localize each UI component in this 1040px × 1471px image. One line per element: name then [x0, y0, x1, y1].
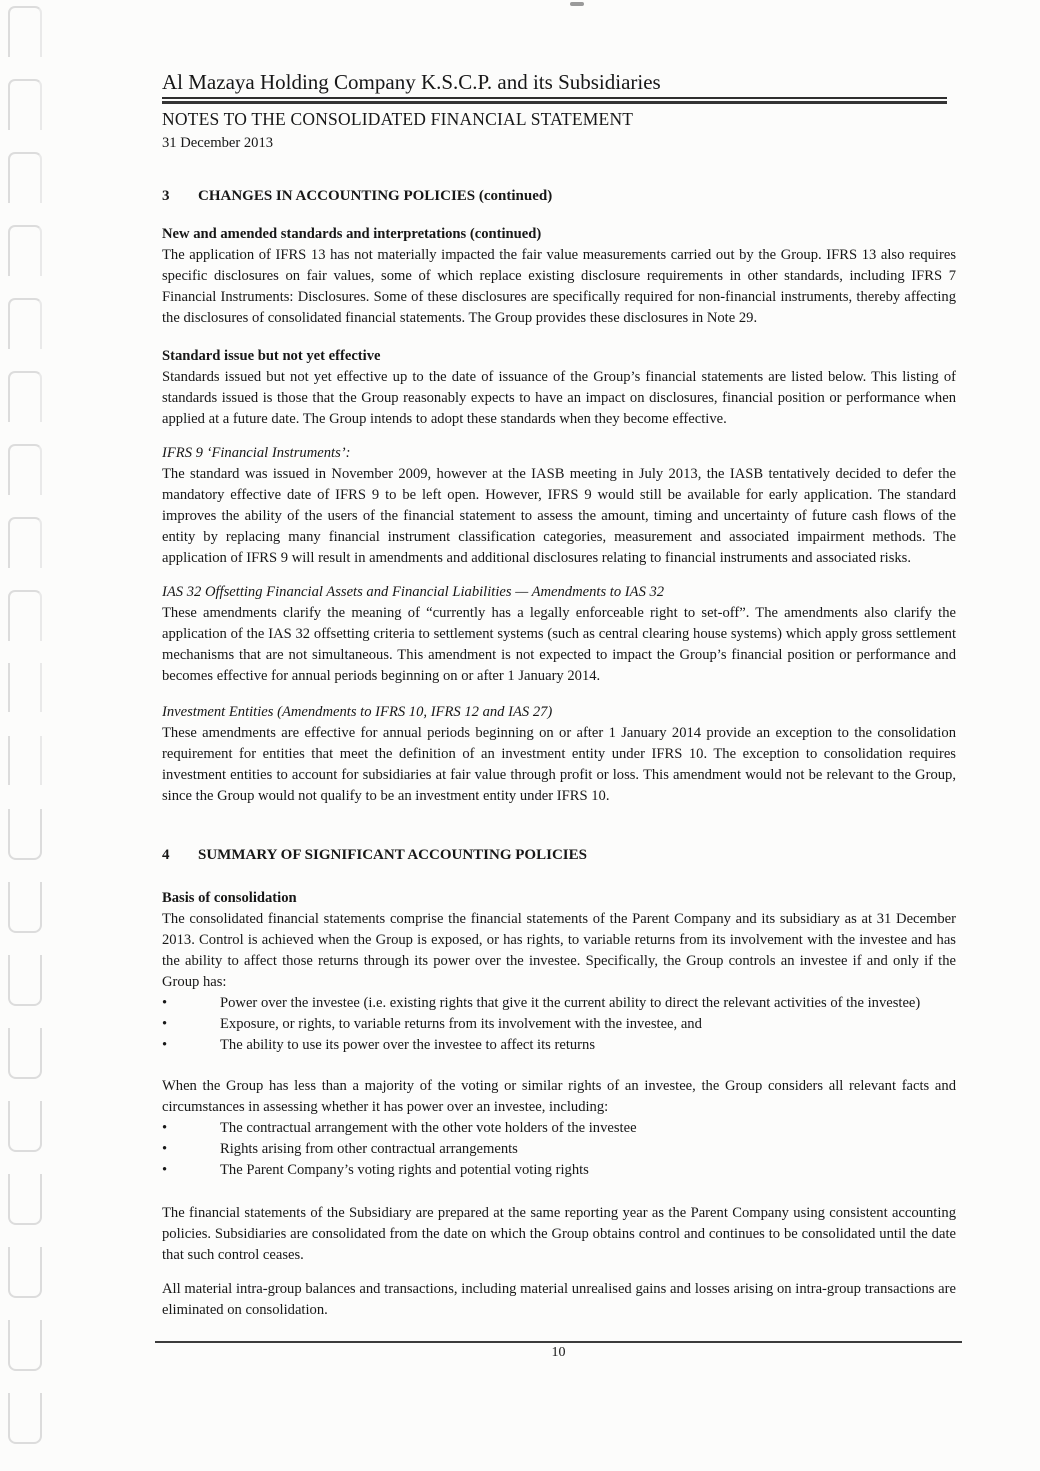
binding-mark [8, 1101, 42, 1152]
paragraph: The financial statements of the Subsidiary are prepared at the same reporting year as the Parent Company using consistent accounting policies. Subsidiaries are consolidated from the date on which the Group obtains control and continues to be consolidated until the date that such control ceases. [162, 1205, 956, 1263]
binding-mark [8, 1174, 42, 1225]
paragraph: The consolidated financial statements comprise the financial statements of the Parent Company and its subsidiary as at 31 December 2013. Control is achieved when the Group is exposed, or has rights, to variable returns from its involvement with the investee and has the ability to affect those returns through its power over the investee. Specifically, the Group controls an investee if and only if the Group has: [162, 911, 956, 990]
list-item [162, 1139, 956, 1160]
subsection-new-amended [162, 224, 956, 329]
binding-mark [8, 152, 42, 203]
binding-mark [8, 79, 42, 130]
subsection-intragroup [162, 1279, 956, 1321]
list-item-text: The ability to use its power over the investee to affect its returns [220, 1037, 596, 1053]
list-item-text: Exposure, or rights, to variable returns from its involvement with the investee, and [220, 1016, 702, 1032]
subsection-heading: IAS 32 Offsetting Financial Assets and Financial Liabilities — Amendments to IAS 32 [162, 584, 665, 600]
subsection-subsidiary-statements [162, 1203, 956, 1266]
list-item-text: The Parent Company’s voting rights and potential voting rights [220, 1162, 589, 1178]
section-title: SUMMARY OF SIGNIFICANT ACCOUNTING POLICIES [198, 847, 587, 863]
paragraph: These amendments are effective for annual periods beginning on or after 1 January 2014 provide an exception to the consolidation requirement for entities that meet the definition of an investment entity under IFRS 10. The exception to consolidation requires investment entities to account for subsidiaries at fair value through profit or loss. This amendment would not be relevant to the Group, since the Group would not qualify to be an investment entity under IFRS 10. [162, 725, 956, 804]
paragraph: The application of IFRS 13 has not materially impacted the fair value measurements carried out by the Group. IFRS 13 also requires specific disclosures on fair values, some of which replace existing disclosure requirements in other standards, including IFRS 7 Financial Instruments: Disclosures. Some of these disclosures are specifically required for non-financial instruments, thereby affecting the disclosures of consolidated financial statements. The Group provides these disclosures in Note 29. [162, 247, 956, 326]
document-title: NOTES TO THE CONSOLIDATED FINANCIAL STATEMENT [162, 109, 634, 129]
binding-mark [8, 444, 42, 495]
subsection-heading: Standard issue but not yet effective [162, 348, 381, 364]
bullet-marker: • [162, 1120, 168, 1136]
paragraph: Standards issued but not yet effective up to the date of issuance of the Group’s financial statements are listed below. This listing of standards issued is those that the Group reasonably expects to have an impact on disclosures, financial position or performance when applied at a future date. The Group intends to adopt these standards when they become effective. [162, 369, 956, 427]
paragraph: The standard was issued in November 2009, however at the IASB meeting in July 2013, the IASB tentatively decided to defer the mandatory effective date of IFRS 9 to be left open. However, IFRS 9 would still be available for early application. The standard improves the ability of the users of the financial statement to assess the amount, timing and uncertainty of future cash flows of the entity by replacing many financial instrument classification categories, measurement and associated impairment methods. The application of IFRS 9 will result in amendments and additional disclosures relating to financial instruments and associated risks. [162, 466, 956, 566]
subsection-investment-entities [162, 702, 956, 807]
list-item [162, 1118, 956, 1139]
binding-mark [8, 1247, 42, 1298]
bullet-marker: • [162, 1162, 168, 1178]
binding-mark [8, 6, 42, 57]
document-date: 31 December 2013 [162, 135, 274, 151]
binding-mark [8, 225, 42, 276]
binding-mark [8, 809, 42, 860]
binding-mark [8, 1393, 42, 1444]
subsection-ifrs9 [162, 443, 956, 569]
list-item [162, 1160, 956, 1181]
paragraph: When the Group has less than a majority of the voting or similar rights of an investee, the Group considers all relevant facts and circumstances in assessing whether it has power over an investee, including: [162, 1078, 956, 1115]
document-header [162, 0, 956, 153]
bullet-marker: • [162, 995, 168, 1011]
binding-mark [8, 590, 42, 641]
list-item [162, 1014, 956, 1035]
subsection-heading: Investment Entities (Amendments to IFRS 10, IFRS 12 and IAS 27) [162, 704, 553, 720]
section-4 [162, 845, 956, 1321]
section-title: CHANGES IN ACCOUNTING POLICIES (continued) [198, 188, 553, 204]
binding-mark [8, 298, 42, 349]
section-3 [162, 186, 956, 807]
page-number: 10 [551, 1345, 566, 1360]
subsection-heading: IFRS 9 ‘Financial Instruments’: [162, 445, 351, 461]
binding-mark [8, 1320, 42, 1371]
section-4-heading [162, 845, 956, 866]
page-footer [155, 1341, 962, 1362]
subsection-heading: Basis of consolidation [162, 890, 297, 906]
bullet-marker: • [162, 1141, 168, 1157]
voting-bullet-list [162, 1118, 956, 1181]
list-item-text: Rights arising from other contractual arrangements [220, 1141, 518, 1157]
binding-mark [8, 371, 42, 422]
section-number: 4 [162, 847, 170, 863]
binding-mark [8, 882, 42, 933]
subsection-heading: New and amended standards and interpretations (continued) [162, 226, 542, 242]
list-item-text: Power over the investee (i.e. existing rights that give it the current ability to direct the relevant activities of the investee) [220, 995, 921, 1011]
subsection-basis-of-consolidation [162, 888, 956, 1056]
subsection-voting-rights [162, 1076, 956, 1181]
list-item [162, 993, 956, 1014]
paragraph: These amendments clarify the meaning of “currently has a legally enforceable right to set-off”. The amendments also clarify the application of the IAS 32 offsetting criteria to settlement systems (such as central clearing house systems) which apply gross settlement mechanisms that are not simultaneous. This amendment is not expected to impact the Group’s financial position or performance and becomes effective for annual periods beginning on or after 1 January 2014. [162, 605, 956, 684]
binding-mark [8, 1028, 42, 1079]
header-rule [162, 101, 947, 104]
page-content [162, 0, 956, 1321]
list-item-text: The contractual arrangement with the other vote holders of the investee [220, 1120, 637, 1136]
paragraph: All material intra-group balances and transactions, including material unrealised gains and losses arising on intra-group transactions are eliminated on consolidation. [162, 1281, 956, 1318]
list-item [162, 1035, 956, 1056]
binding-mark [8, 517, 42, 568]
subsection-ias32 [162, 582, 956, 687]
binding-mark [8, 955, 42, 1006]
subsection-standards-not-effective [162, 346, 956, 430]
section-number: 3 [162, 188, 170, 204]
binding-mark [8, 663, 42, 712]
section-3-heading [162, 186, 956, 207]
company-title: Al Mazaya Holding Company K.S.C.P. and its Subsidiaries [162, 0, 947, 99]
binding-mark [8, 736, 42, 785]
bullet-marker: • [162, 1037, 168, 1053]
bullet-marker: • [162, 1016, 168, 1032]
control-bullet-list [162, 993, 956, 1056]
